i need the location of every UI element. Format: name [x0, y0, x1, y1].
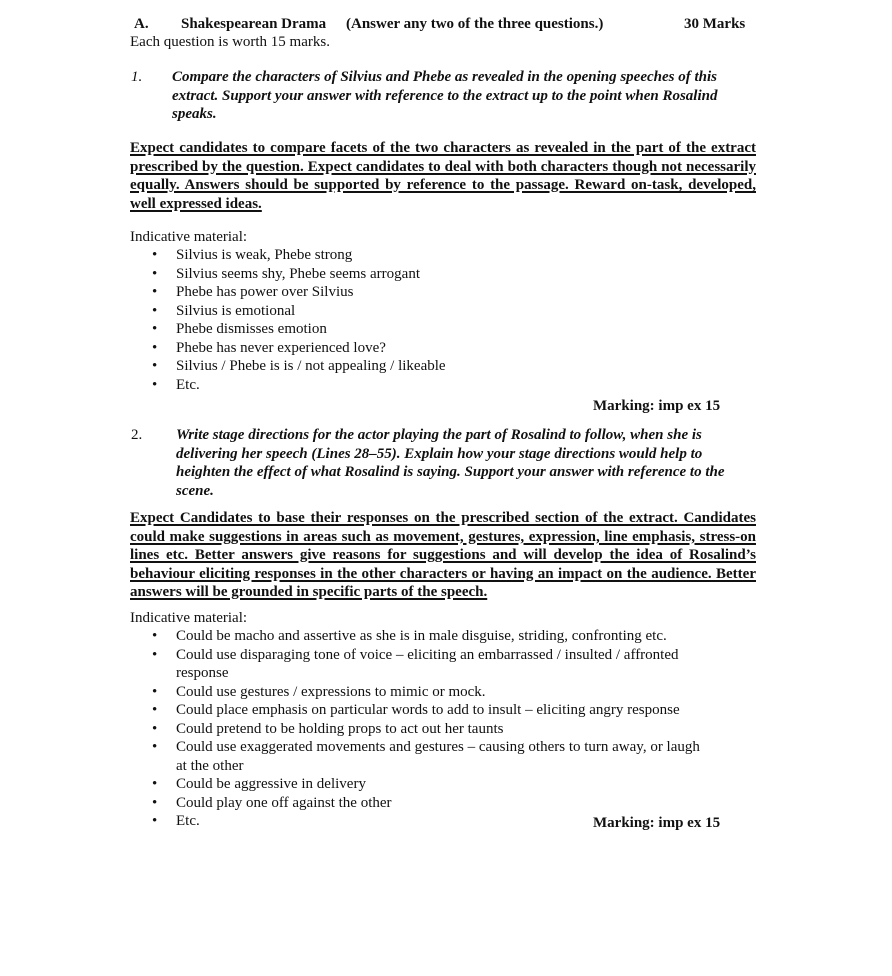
question-1-indicative-label: Indicative material: [130, 229, 248, 245]
list-item: • Could play one off against the other [130, 794, 710, 813]
section-letter: A. [134, 16, 149, 32]
list-item: • Phebe dismisses emotion [130, 320, 710, 339]
question-2-indicative-list [130, 627, 710, 831]
question-1-indicative-list [130, 246, 710, 394]
list-item: • Could use disparaging tone of voice – eliciting an embarrassed / insulted / affronted response [130, 646, 710, 683]
question-1-number: 1. [131, 69, 143, 85]
list-item: • Could be macho and assertive as she is in male disguise, striding, confronting etc. [130, 627, 710, 646]
question-1-marking: Marking: imp ex 15 [593, 398, 721, 414]
list-item: • Phebe has never experienced love? [130, 339, 710, 358]
question-2-marker-guidance: Expect Candidates to base their responses on the prescribed section of the extract. Candidates could make suggestions in areas such as movement, gestures, expression, line emphasis, stress-on lines etc. Better answers give reasons for suggestions and will develop the idea of Rosalind’s behaviour eliciting responses in the other characters or having an impact on the audience. Better answers will be grounded in specific parts of the speech. [130, 510, 756, 600]
section-title: Shakespearean Drama [181, 16, 327, 32]
question-1-prompt: Compare the characters of Silvius and Phebe as revealed in the opening speeches of this extract. Support your answer with reference to the extract up to the point when Rosalind speaks. [172, 69, 718, 122]
list-item: • Could use exaggerated movements and gestures – causing others to turn away, or laugh at the other [130, 738, 710, 775]
question-2-marking: Marking: imp ex 15 [593, 815, 721, 831]
list-item: • Phebe has power over Silvius [130, 283, 710, 302]
total-marks: 30 Marks [684, 16, 746, 32]
list-item: • Silvius is weak, Phebe strong [130, 246, 710, 265]
question-1-marker-guidance: Expect candidates to compare facets of the two characters as revealed in the part of the extract prescribed by the question. Expect candidates to deal with both characters though not necessarily equally. Answers should be supported by reference to the passage. Reward on-task, developed, well expressed ideas. [130, 140, 756, 212]
list-item: • Silvius seems shy, Phebe seems arrogant [130, 265, 710, 284]
list-item: • Could be aggressive in delivery [130, 775, 710, 794]
marks-per-question-note: Each question is worth 15 marks. [130, 34, 330, 50]
list-item: • Silvius is emotional [130, 302, 710, 321]
question-2-indicative-label: Indicative material: [130, 610, 248, 626]
list-item: • Could use gestures / expressions to mimic or mock. [130, 683, 710, 702]
list-item: • Silvius / Phebe is is / not appealing / likeable [130, 357, 710, 376]
list-item: • Could place emphasis on particular words to add to insult – eliciting angry response [130, 701, 710, 720]
section-instruction: (Answer any two of the three questions.) [346, 16, 604, 32]
list-item: • Etc. [130, 812, 710, 831]
list-item: • Could pretend to be holding props to act out her taunts [130, 720, 710, 739]
question-2-prompt: Write stage directions for the actor playing the part of Rosalind to follow, when she is delivering her speech (Lines 28–55). Explain how your stage directions would help to heighten the effect of what Rosalind is saying. Support your answer with reference to the scene. [176, 427, 725, 499]
question-2-number: 2. [131, 427, 143, 443]
list-item: • Etc. [130, 376, 710, 395]
